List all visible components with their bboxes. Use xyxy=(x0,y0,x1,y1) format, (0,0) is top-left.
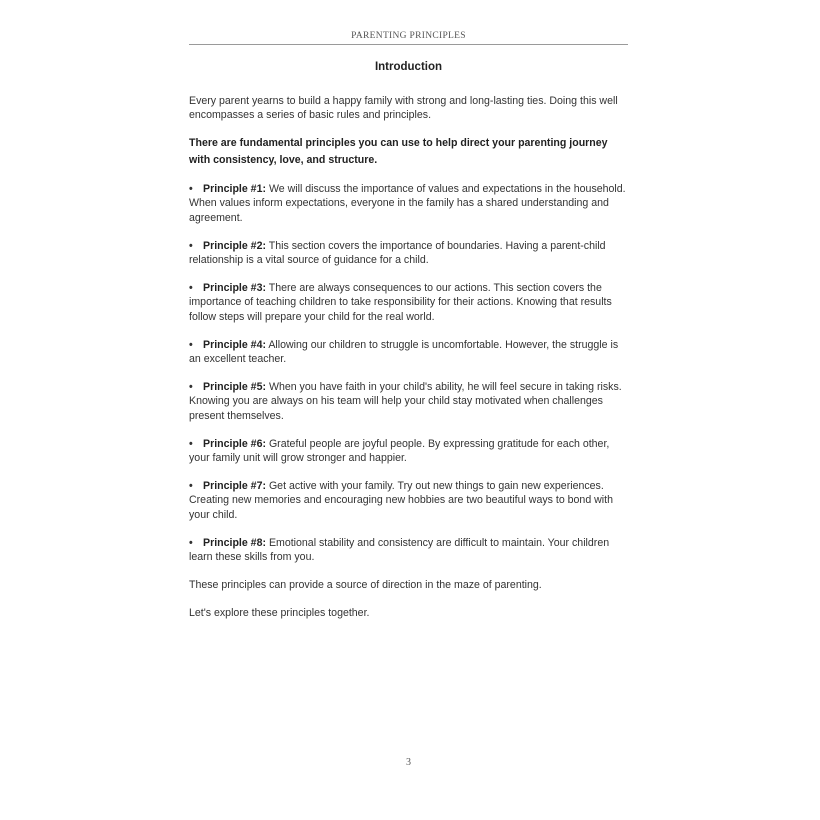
principle-label: Principle #6: xyxy=(203,437,266,450)
bullet-icon: • xyxy=(189,437,193,450)
bullet-icon: • xyxy=(189,182,193,195)
principle-item-8 xyxy=(189,536,628,565)
principle-item-7 xyxy=(189,479,628,522)
principle-label: Principle #7: xyxy=(203,479,266,492)
bullet-icon: • xyxy=(189,338,193,351)
principle-label: Principle #8: xyxy=(203,536,266,549)
principle-text: Allowing our children to struggle is uncomfortable. However, the struggle is an excellent teacher. xyxy=(189,338,619,365)
principle-item-1 xyxy=(189,182,628,225)
principle-text: Get active with your family. Try out new things to gain new experiences. Creating new memories and encouraging new hobbies are two beautiful ways to bond with your child. xyxy=(189,479,613,521)
bullet-icon: • xyxy=(189,479,193,492)
principle-text: We will discuss the importance of values and expectations in the household. When values inform expectations, everyone in the family has a shared understanding and agreement. xyxy=(189,182,626,224)
principle-text: There are always consequences to our actions. This section covers the importance of teaching children to take responsibility for their actions. Knowing that results follow steps will prepare your child for the real world. xyxy=(189,281,612,323)
page-number: 3 xyxy=(406,757,411,768)
principle-text: When you have faith in your child's ability, he will feel secure in taking risks. Knowing you are always on his team will help your child stay motivated when challenges present themselves. xyxy=(189,380,622,422)
header-rule xyxy=(189,44,628,45)
principle-label: Principle #1: xyxy=(203,182,266,195)
bullet-icon: • xyxy=(189,281,193,294)
principle-item-6 xyxy=(189,437,628,466)
bullet-icon: • xyxy=(189,239,193,252)
running-header: PARENTING PRINCIPLES xyxy=(351,31,466,41)
principle-item-4 xyxy=(189,338,628,367)
principle-label: Principle #2: xyxy=(203,239,266,252)
principle-label: Principle #3: xyxy=(203,281,266,294)
principle-text: Emotional stability and consistency are difficult to maintain. Your children learn these skills from you. xyxy=(189,536,610,564)
closing-invitation: Let's explore these principles together. xyxy=(189,607,370,620)
principle-text: This section covers the importance of boundaries. Having a parent-child relationship is a vital source of guidance for a child. xyxy=(189,239,606,266)
principle-label: Principle #5: xyxy=(203,380,266,393)
principle-text: Grateful people are joyful people. By expressing gratitude for each other, your family unit will grow stronger and happier. xyxy=(189,437,610,464)
intro-lead-paragraph: There are fundamental principles you can use to help direct your parenting journey with consistency, love, and structure. xyxy=(189,136,608,166)
intro-paragraph: Every parent yearns to build a happy family with strong and long-lasting ties. Doing this well encompasses a series of basic rules and principles. xyxy=(189,95,618,122)
bullet-icon: • xyxy=(189,380,193,393)
principles-list xyxy=(189,182,628,565)
principle-item-2 xyxy=(189,239,628,268)
principle-item-3 xyxy=(189,281,628,324)
bullet-icon: • xyxy=(189,536,193,549)
principle-label: Principle #4: xyxy=(203,338,266,351)
section-title: Introduction xyxy=(374,61,443,73)
principle-item-5 xyxy=(189,380,628,423)
document-page xyxy=(189,30,628,790)
closing-paragraph: These principles can provide a source of direction in the maze of parenting. xyxy=(189,578,542,591)
